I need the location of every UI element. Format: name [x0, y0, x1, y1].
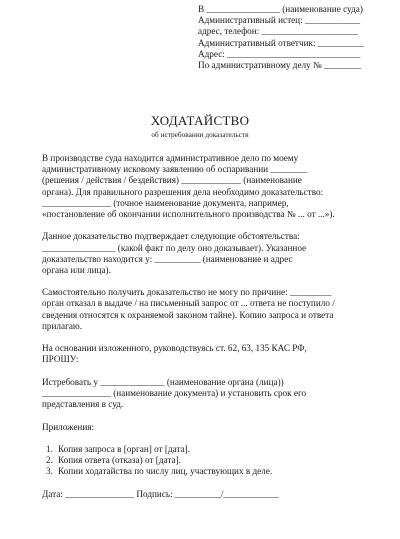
attachments-list: [42, 444, 392, 478]
header-line-defendant-address: Адрес: _____________________________: [198, 48, 361, 59]
document-subtitle: об истребовании доказательств: [151, 130, 249, 139]
list-item-number: 3.: [46, 466, 53, 477]
header-line-address: адрес, телефон: _____________________: [198, 26, 358, 37]
text-line: прилагаю.: [42, 320, 83, 331]
court-header: [198, 4, 398, 71]
text-line: Истребовать у ______________ (наименование органа (лица)): [42, 376, 284, 387]
list-item-text: Копия запроса в [орган] от [дата].: [58, 443, 191, 454]
text-line: ________________ (какой факт по делу оно доказывает). Указанное: [42, 242, 307, 253]
text-line: В производстве суда находится административное дело по моему: [42, 153, 299, 163]
paragraph-gap: [42, 410, 392, 421]
list-item-text: Копии ходатайства по числу лиц, участвующих в деле.: [58, 466, 273, 477]
paragraph-gap: [42, 366, 392, 377]
text-line: Приложения:: [42, 421, 95, 432]
list-item: [42, 455, 392, 466]
list-item-number: 1.: [46, 443, 53, 454]
document-body: [42, 153, 392, 500]
paragraph-gap: [42, 332, 392, 343]
text-line: «постановление об окончании исполнительного производства № ... от ...»).: [42, 208, 335, 219]
text-line: органа). Для правильного разрешения дела необходимо доказательство:: [42, 186, 324, 197]
paragraph-gap: [42, 433, 392, 444]
header-line-case-number: По административному делу № ________: [198, 59, 361, 70]
header-line-plaintiff: Административный истец: ____________: [198, 15, 361, 26]
text-line: _______________ (точное наименование документа, например,: [42, 197, 289, 208]
signature-line: Дата: _______________ Подпись: __________/____________: [42, 488, 279, 499]
text-line: доказательство находится у: __________ (наименование и адрес: [42, 253, 293, 264]
text-line: орган отказал в выдаче / на письменный запрос от ... ответа не поступило /: [42, 298, 335, 309]
document-title: ХОДАТАЙСТВО: [150, 113, 250, 128]
text-line: На основании изложенного, руководствуясь ст. 62, 63, 135 КАС РФ,: [42, 343, 307, 354]
paragraph-gap: [42, 220, 392, 231]
paragraph-case-info: [42, 153, 392, 220]
list-item-text: Копия ответа (отказа) от [дата].: [58, 455, 181, 466]
text-line: представления в суд.: [42, 399, 124, 410]
text-line: Самостоятельно получить доказательство не могу по причине: _________: [42, 287, 332, 298]
paragraph-evidence: [42, 231, 392, 276]
paragraph-reason: [42, 287, 392, 332]
list-item: [42, 466, 392, 477]
header-line-court: В ________________ (наименование суда): [198, 4, 363, 14]
text-line: административному исковому заявлению об оспаривании ________: [42, 164, 308, 175]
list-item-number: 2.: [46, 455, 53, 466]
paragraph-basis: [42, 343, 392, 365]
text-line: ПРОШУ:: [42, 354, 79, 365]
list-item: [42, 444, 392, 455]
text-line: органа или лица).: [42, 264, 111, 275]
text-line: Данное доказательство подтверждает следующие обстоятельства:: [42, 231, 300, 242]
header-line-defendant: Административный ответчик: __________: [198, 37, 364, 48]
paragraph-gap: [42, 477, 392, 488]
attachments-heading: [42, 422, 392, 433]
text-line: (решения / действия / бездействия) _____________ (наименование: [42, 175, 302, 186]
paragraph-request: [42, 377, 392, 411]
text-line: сведения относятся к охраняемой законом тайне). Копию запроса и ответа: [42, 309, 334, 320]
text-line: _______________ (наименование документа) и установить срок его: [42, 387, 307, 398]
paragraph-gap: [42, 276, 392, 287]
